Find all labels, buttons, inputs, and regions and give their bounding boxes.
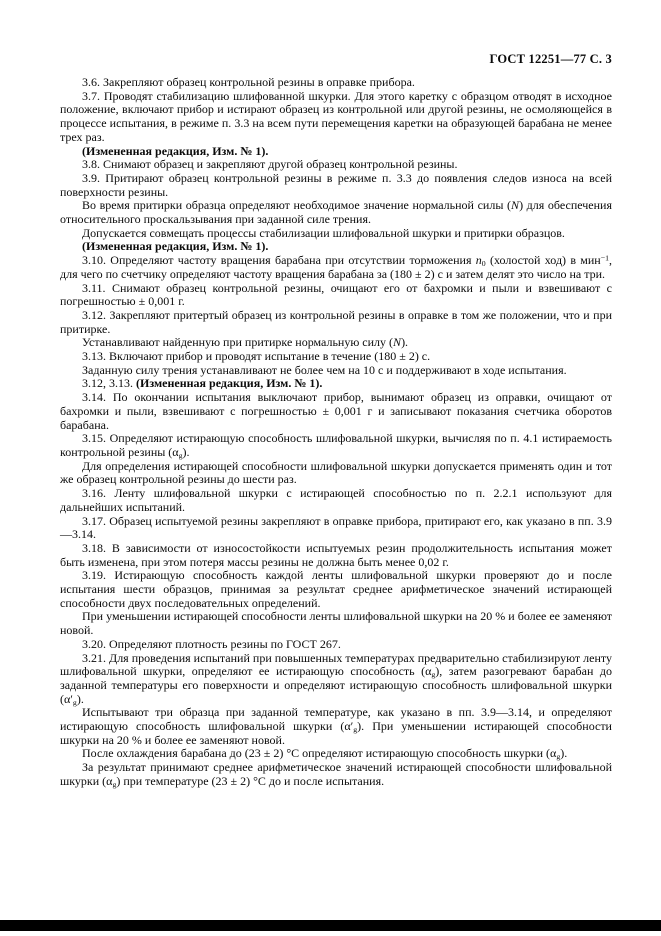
text-run: 3.12. Закрепляют притертый образец из контрольной резины в оправке в том же положении, что и при притирке. — [60, 307, 612, 336]
text-run: 3.12, 3.13. — [82, 376, 136, 391]
document-body — [60, 76, 612, 789]
text-run: (Измененная редакция, Изм. № 1). — [82, 239, 269, 254]
paragraph — [60, 199, 612, 226]
text-run: g — [353, 724, 358, 734]
paragraph — [60, 391, 612, 432]
text-run: N — [511, 198, 520, 213]
paragraph — [60, 377, 612, 391]
paragraph — [60, 460, 612, 487]
paragraph — [60, 240, 612, 254]
text-run: 3.9. Притирают образец контрольной резины в режиме п. 3.3 до появления следов износа на всей поверхности резины. — [60, 170, 612, 199]
page-bottom-rule — [0, 920, 661, 931]
text-run: ) для обеспечения относительного проскальзывания при заданной силе трения. — [60, 198, 612, 227]
text-run: При уменьшении истирающей способности ленты шлифовальной шкурки на 20 % и более ее заменяют новой. — [60, 609, 612, 638]
paragraph — [60, 254, 612, 281]
text-run: 3.6. Закрепляют образец контрольной резины в оправке прибора. — [82, 75, 415, 89]
paragraph — [60, 76, 612, 90]
text-run: 3.10. Определяют частоту вращения барабана при отсутствии торможения — [82, 253, 476, 268]
text-run: ). — [182, 444, 190, 459]
text-run: 3.11. Снимают образец контрольной резины, очищают его от бахромки и пыли и взвешивают с погрешностью ± 0,001 г. — [60, 280, 612, 309]
text-run: (Измененная редакция, Изм. № 1). — [136, 376, 323, 391]
text-run: 3.19. Истирающую способность каждой ленты шлифовальной шкурки проверяют до и после испытания шести образцов, принимая за результат среднее арифметическое значений истирающей способности двух последовательных определений. — [60, 568, 612, 610]
text-run: ). При уменьшении истирающей способности шкурки на 20 % и более ее заменяют новой. — [60, 719, 612, 747]
text-run: После охлаждения барабана до (23 ± 2) °С определяют истирающую способность шкурки (α — [82, 746, 557, 761]
text-run: ). — [401, 335, 409, 350]
text-run: ), затем разогревают барабан до заданной температуры его поверхности и определяют истирающую способность шлифовальной шкурки (α′ — [60, 664, 612, 706]
paragraph — [60, 569, 612, 610]
paragraph — [60, 90, 612, 145]
page-header — [60, 52, 612, 67]
paragraph — [60, 145, 612, 159]
text-run: (холостой ход) в мин — [485, 253, 601, 268]
doc-number-and-page: ГОСТ 12251—77 С. 3 — [489, 52, 612, 66]
paragraph — [60, 487, 612, 514]
text-run: ). — [76, 691, 84, 706]
paragraph — [60, 747, 612, 761]
text-run: Устанавливают найденную при притирке нормальную силу ( — [82, 335, 394, 350]
paragraph — [60, 638, 612, 652]
text-run: , для чего по счетчику определяют частоту вращения барабана за (180 ± 2) с и затем делят это число на три. — [60, 253, 613, 281]
text-run: 3.17. Образец испытуемой резины закрепляют в оправке прибора, притирают его, как указано в пп. 3.9—3.14. — [60, 513, 612, 542]
paragraph — [60, 336, 612, 350]
text-run: 3.13. Включают прибор и проводят испытание в течение (180 ± 2) с. — [82, 349, 431, 364]
text-run: g — [431, 670, 436, 680]
paragraph — [60, 282, 612, 309]
paragraph — [60, 432, 612, 459]
paragraph — [60, 761, 612, 788]
text-run: ). — [560, 746, 568, 761]
paragraph — [60, 350, 612, 364]
text-run: 3.16. Ленту шлифовальной шкурки с истирающей способностью по п. 2.2.1 используют для дальнейших испытаний. — [60, 486, 612, 514]
paragraph — [60, 542, 612, 569]
text-run: 3.18. В зависимости от износостойкости испытуемых резин продолжительность испытания может быть изменена, при этом потеря массы резины не должна быть менее 0,02 г. — [60, 540, 612, 569]
paragraph — [60, 309, 612, 336]
text-run: Допускается совмещать процессы стабилизации шлифовальной шкурки и притирки образцов. — [82, 225, 565, 240]
paragraph — [60, 515, 612, 542]
paragraph — [60, 172, 612, 199]
text-run: −1 — [600, 253, 610, 263]
text-run: 3.8. Снимают образец и закрепляют другой образец контрольной резины. — [82, 157, 458, 172]
text-run: Для определения истирающей способности шлифовальной шкурки допускается применять один и тот же образец контрольной резины до шести раз. — [60, 458, 612, 487]
text-run: За результат принимают среднее арифметическое значений истирающей способности шлифовальной шкурки (α — [60, 760, 612, 788]
text-run: 3.7. Проводят стабилизацию шлифованной шкурки. Для этого каретку с образцом отводят в исходное положение, включают прибор и истирают образец из контрольной или другой резины, не осмоляющейся в процессе испытания, в режиме п. 3.3 на всем пути перемещения каретки на образующей барабана не менее трех раз. — [60, 88, 612, 144]
text-run: n — [475, 253, 482, 268]
paragraph — [60, 364, 612, 378]
text-run: g — [556, 752, 561, 762]
text-run: 3.14. По окончании испытания выключают прибор, вынимают образец из оправки, очищают от бахромки и пыли, взвешивают с погрешностью ± 0,001 г и записывают показания счетчика оборотов барабана. — [60, 390, 612, 432]
text-run: 3.15. Определяют истирающую способность шлифовальной шкурки, вычисляя по п. 4.1 истираемость контрольной резины (α — [60, 431, 612, 459]
text-run: 3.21. Для проведения испытаний при повышенных температурах предварительно стабилизируют ленту шлифовальной шкурки, определяют ее истирающую способность (α — [60, 650, 612, 679]
text-run: N — [393, 335, 402, 350]
paragraph — [60, 610, 612, 637]
text-run: g — [72, 697, 77, 707]
paragraph — [60, 227, 612, 241]
text-run: Во время притирки образца определяют необходимое значение нормальной силы ( — [82, 198, 512, 213]
text-run: g — [178, 450, 183, 460]
text-run: g — [112, 779, 117, 789]
paragraph — [60, 706, 612, 747]
text-run: Испытывают три образца при заданной температуре, как указано в пп. 3.9—3.14, и определяют истирающую способность шлифовальной шкурки (α′ — [60, 705, 612, 734]
text-run: 0 — [481, 259, 486, 269]
text-run: ) при температуре (23 ± 2) °С до и после испытания. — [116, 773, 385, 788]
text-run: (Измененная редакция, Изм. № 1). — [82, 143, 269, 158]
text-run: 3.20. Определяют плотность резины по ГОСТ 267. — [82, 636, 341, 651]
paragraph — [60, 158, 612, 172]
paragraph — [60, 652, 612, 707]
text-run: Заданную силу трения устанавливают не более чем на 10 с и поддерживают в ходе испытания. — [82, 362, 567, 377]
